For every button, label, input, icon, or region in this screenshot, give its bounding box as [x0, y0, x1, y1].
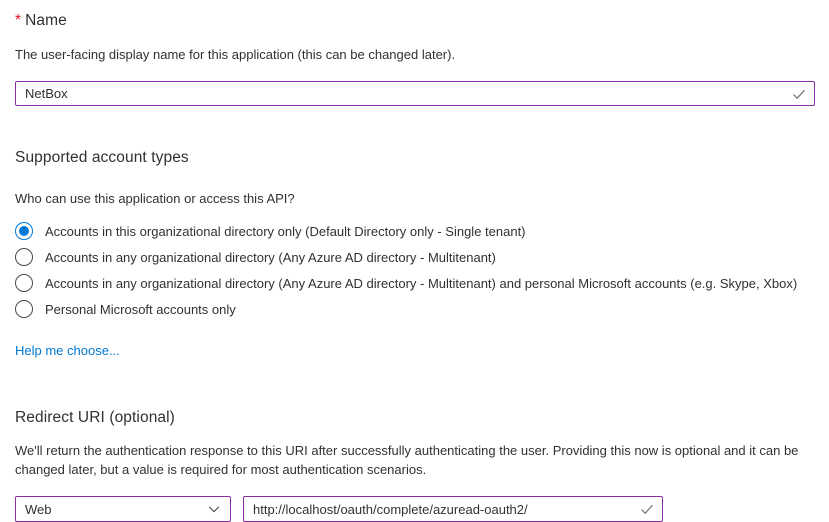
- radio-option-label: Accounts in any organizational directory (Any Azure AD directory - Multitenant) and personal Microsoft accounts (e.g. Skype, Xbox): [45, 275, 798, 291]
- radio-option-multitenant-personal[interactable]: [15, 270, 814, 296]
- platform-select-value: Web: [25, 501, 52, 517]
- radio-option-personal-only[interactable]: [15, 296, 814, 322]
- radio-icon[interactable]: [15, 248, 33, 266]
- name-section-title: [15, 0, 814, 30]
- help-me-choose-link[interactable]: Help me choose...: [15, 343, 120, 358]
- name-input[interactable]: [16, 82, 814, 105]
- required-asterisk: *: [15, 12, 22, 29]
- name-input-wrap: [15, 81, 815, 106]
- radio-option-label: Accounts in this organizational directory only (Default Directory only - Single tenant): [45, 223, 526, 239]
- redirect-uri-title: Redirect URI (optional): [15, 409, 175, 426]
- redirect-uri-input[interactable]: [244, 497, 662, 521]
- redirect-uri-input-wrap: [243, 496, 663, 522]
- radio-icon[interactable]: [15, 300, 33, 318]
- redirect-uri-description: We'll return the authentication response to this URI after successfully authenticating the user. Providing this now is optional and it can be changed later, but a value is required for most authentication scenarios.: [15, 443, 799, 477]
- platform-select[interactable]: [15, 496, 231, 522]
- radio-option-label: Personal Microsoft accounts only: [45, 301, 236, 317]
- chevron-down-icon: [207, 502, 221, 516]
- radio-option-single-tenant[interactable]: [15, 218, 814, 244]
- radio-icon[interactable]: [15, 274, 33, 292]
- account-types-question: Who can use this application or access this API?: [15, 191, 295, 206]
- radio-option-label: Accounts in any organizational directory (Any Azure AD directory - Multitenant): [45, 249, 496, 265]
- account-types-radio-group: [15, 218, 814, 322]
- account-types-title: Supported account types: [15, 149, 189, 166]
- name-title-text: Name: [25, 12, 67, 29]
- radio-option-multitenant[interactable]: [15, 244, 814, 270]
- radio-icon[interactable]: [15, 222, 33, 240]
- name-description: The user-facing display name for this application (this can be changed later).: [15, 47, 456, 62]
- redirect-uri-row: [15, 496, 814, 522]
